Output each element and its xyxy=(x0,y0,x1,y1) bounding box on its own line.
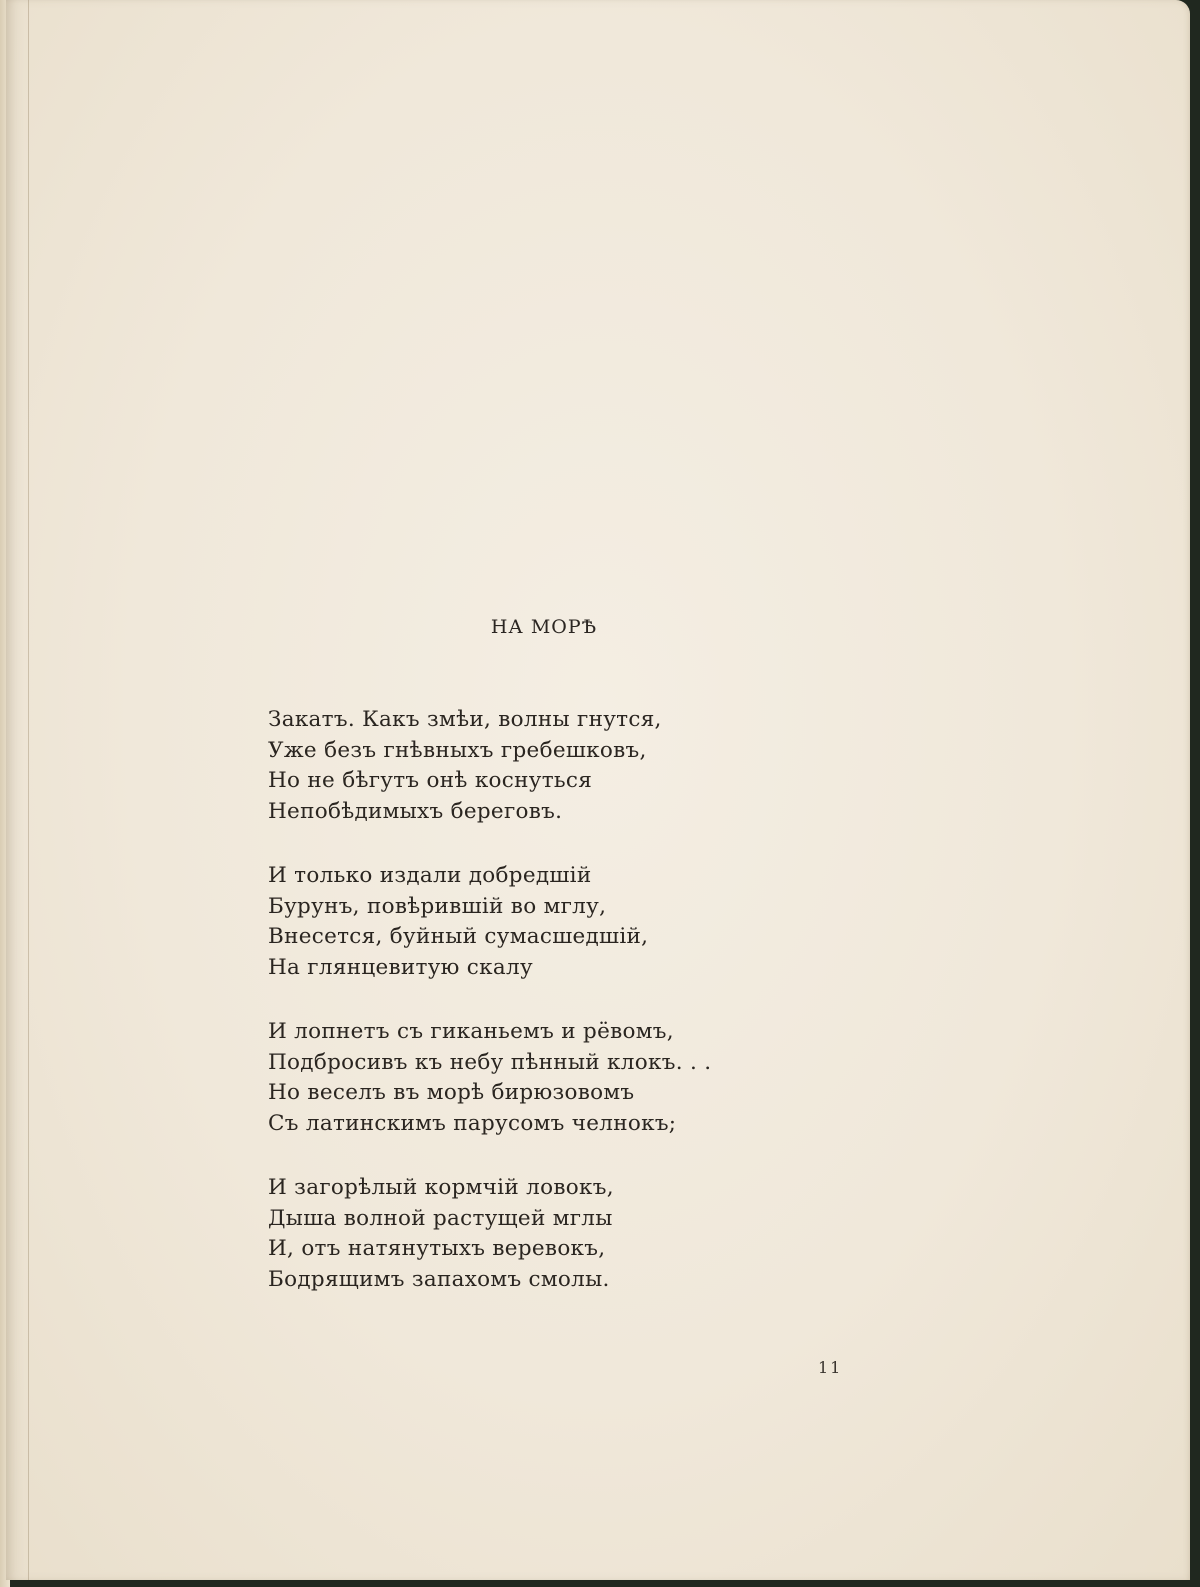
poem-body xyxy=(268,705,711,1329)
poem-line: Внесется, буйный сумасшедшій, xyxy=(268,924,649,949)
page-gutter-line xyxy=(28,0,29,1580)
poem-line: Уже безъ гнѣвныхъ гребешковъ, xyxy=(268,737,647,763)
stanza-4 xyxy=(268,1173,711,1295)
poem-line: Подбросивъ къ небу пѣнный клокъ. . . xyxy=(268,1049,712,1075)
book-page xyxy=(6,0,1190,1580)
poem-line: И только издали добредшій xyxy=(268,863,592,888)
stanza-2 xyxy=(268,861,711,983)
poem-line: Бурунъ, повѣрившій во мглу, xyxy=(268,893,607,919)
poem-line: Но веселъ въ морѣ бирюзовомъ xyxy=(268,1080,635,1105)
poem-title: НА МОРѢ xyxy=(490,616,598,638)
poem-line: Съ латинскимъ парусомъ челнокъ; xyxy=(268,1110,677,1136)
poem-line: На глянцевитую скалу xyxy=(268,954,533,980)
poem-line: Закатъ. Какъ змѣи, волны гнутся, xyxy=(268,707,662,732)
page-number: 11 xyxy=(818,1358,843,1377)
poem-line: Но не бѣгутъ онѣ коснуться xyxy=(268,768,593,793)
poem-line: И лопнетъ съ гиканьемъ и рёвомъ, xyxy=(268,1019,674,1044)
poem-line: И загорѣлый кормчій ловокъ, xyxy=(268,1175,614,1200)
poem-line: И, отъ натянутыхъ веревокъ, xyxy=(268,1236,606,1261)
stanza-3 xyxy=(268,1017,711,1139)
poem-line: Непобѣдимыхъ береговъ. xyxy=(268,798,563,824)
poem-line: Дыша волной растущей мглы xyxy=(268,1205,613,1231)
poem-line: Бодрящимъ запахомъ смолы. xyxy=(268,1266,610,1292)
stanza-1 xyxy=(268,705,711,827)
